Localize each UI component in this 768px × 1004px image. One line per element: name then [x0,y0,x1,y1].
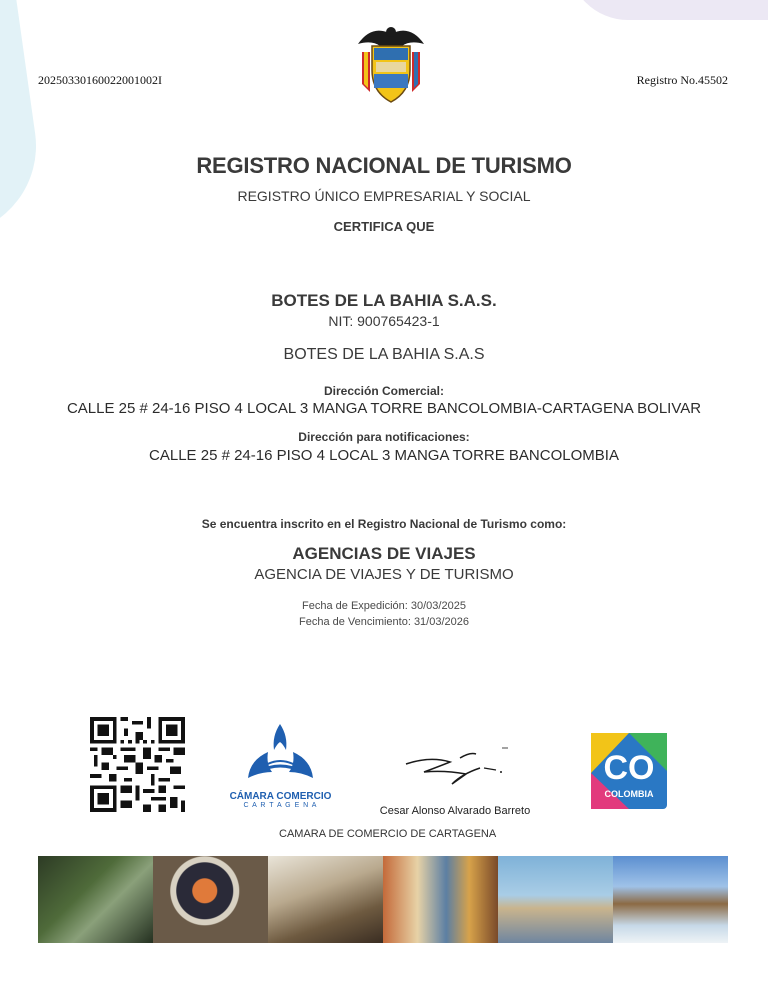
organization-name: CAMARA DE COMERCIO DE CARTAGENA [279,828,497,840]
certificate-title: REGISTRO NACIONAL DE TURISMO [196,153,572,178]
colombia-co-brand-logo [589,733,669,809]
photo-musicians [268,856,383,943]
signature-image [400,744,515,789]
signer-name: Cesar Alonso Alvarado Barreto [379,805,531,817]
certificate-subtitle: REGISTRO ÚNICO EMPRESARIAL Y SOCIAL [237,188,531,204]
colombia-coat-of-arms-icon [352,22,430,108]
document-code: 20250330160022001002I [38,73,162,87]
camara-logo-subtext: C A R T A G E N A [243,802,318,809]
qr-code-icon[interactable] [90,717,185,812]
tourism-photo-strip [38,856,728,943]
camara-logo-text: CÁMARA COMERCIO [229,791,332,802]
company-name: BOTES DE LA BAHIA S.A.S. [271,291,497,310]
registration-subcategory: AGENCIA DE VIAJES Y DE TURISMO [254,566,514,583]
photo-forest [38,856,153,943]
registro-number: Registro No.45502 [636,73,728,87]
certifica-heading: CERTIFICA QUE [333,219,435,234]
camara-emblem-icon [228,722,333,784]
expiry-date: Fecha de Vencimiento: 31/03/2026 [298,616,469,628]
photo-church-waterfront [498,856,613,943]
photo-rock-formation [613,856,728,943]
inscrito-statement: Se encuentra inscrito en el Registro Nacional de Turismo como: [201,517,567,531]
commercial-address-label: Dirección Comercial: [323,384,445,398]
notification-address: CALLE 25 # 24-16 PISO 4 LOCAL 3 MANGA TORRE BANCOLOMBIA [149,447,619,464]
trade-name: BOTES DE LA BAHIA S.A.S [283,346,485,363]
co-logo-small-text: COLOMBIA [604,789,654,799]
issue-date: Fecha de Expedición: 30/03/2025 [302,600,466,612]
notification-address-label: Dirección para notificaciones: [298,430,470,444]
co-logo-graphic [589,733,669,809]
registration-category: AGENCIAS DE VIAJES [292,544,476,563]
photo-colonial-street [383,856,498,943]
commercial-address: CALLE 25 # 24-16 PISO 4 LOCAL 3 MANGA TORRE BANCOLOMBIA-CARTAGENA BOLIVAR [66,400,702,417]
co-logo-big-text: CO [603,749,655,787]
camara-comercio-logo [228,722,333,812]
company-nit: NIT: 900765423-1 [328,313,440,329]
photo-condor [153,856,268,943]
background-swoosh-top [568,0,768,20]
